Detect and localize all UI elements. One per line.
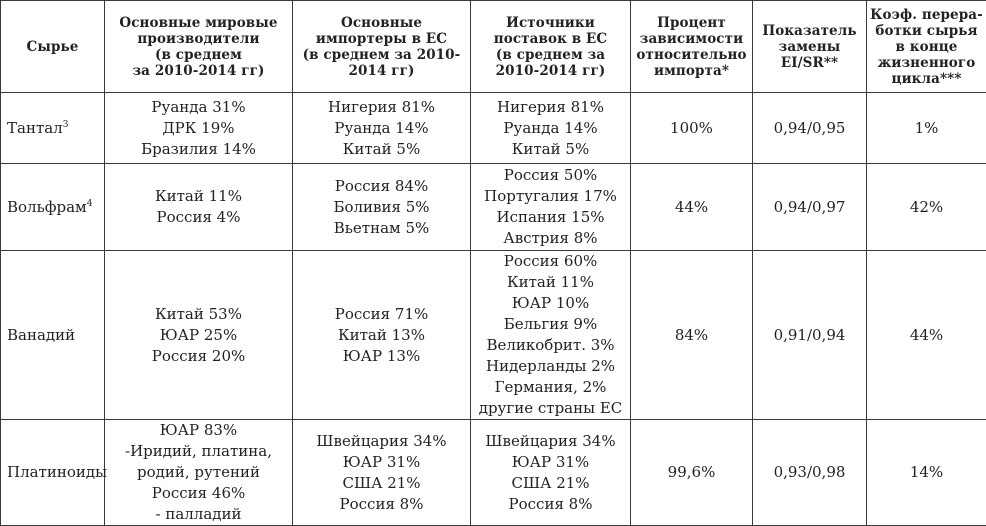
dependency-cell: 99,6% [631, 420, 753, 526]
cell-line: Россия 4% [105, 207, 292, 228]
material-name: Вольфрам [7, 198, 87, 216]
cell-line: Китай 11% [105, 186, 292, 207]
header-sources [471, 1, 631, 93]
table-row [1, 420, 986, 526]
cell-line: Россия 60% [471, 251, 630, 272]
cell-line: Китай 5% [293, 139, 470, 160]
sources-cell [471, 164, 631, 251]
header-line: 2010-2014 гг) [471, 63, 630, 79]
material-cell [1, 251, 105, 420]
footnote-ref: 3 [63, 120, 69, 130]
cell-line: Вьетнам 5% [293, 218, 470, 239]
recycling-cell: 44% [867, 251, 986, 420]
cell-line: ЮАР 13% [293, 346, 470, 367]
cell-line: Руанда 14% [293, 118, 470, 139]
cell-line: ЮАР 31% [471, 452, 630, 473]
substitution-cell: 0,93/0,98 [753, 420, 867, 526]
header-line: (в среднем за [471, 47, 630, 63]
header-line: производители [105, 31, 292, 47]
importers-cell [293, 251, 471, 420]
header-line: замены [753, 39, 866, 55]
recycling-cell: 1% [867, 93, 986, 164]
cell-line: Руанда 31% [105, 97, 292, 118]
header-material [1, 1, 105, 93]
cell-line: Боливия 5% [293, 197, 470, 218]
recycling-cell: 14% [867, 420, 986, 526]
cell-line: США 21% [471, 473, 630, 494]
header-recycling [867, 1, 986, 93]
cell-line: Испания 15% [471, 207, 630, 228]
header-line: зависимости [631, 31, 752, 47]
cell-line: Руанда 14% [471, 118, 630, 139]
header-line: импорта* [631, 63, 752, 79]
cell-line: ДРК 19% [105, 118, 292, 139]
cell-line: Китай 5% [471, 139, 630, 160]
sources-cell [471, 251, 631, 420]
header-line: Показатель [753, 23, 866, 39]
material-name: Платиноиды [7, 463, 107, 481]
cell-line: Россия 46% [105, 483, 292, 504]
cell-line: Россия 8% [471, 494, 630, 515]
producers-cell [105, 164, 293, 251]
header-line: Коэф. перера- [867, 7, 986, 23]
producers-cell [105, 93, 293, 164]
cell-line: Россия 71% [293, 304, 470, 325]
cell-line: Португалия 17% [471, 186, 630, 207]
cell-line: Швейцария 34% [471, 431, 630, 452]
cell-line: Россия 20% [105, 346, 292, 367]
header-line: (в среднем [105, 47, 292, 63]
cell-line: Нидерланды 2% [471, 356, 630, 377]
cell-line: Бразилия 14% [105, 139, 292, 160]
cell-line: ЮАР 25% [105, 325, 292, 346]
cell-line: -Иридий, платина, [105, 441, 292, 462]
cell-line: ЮАР 83% [105, 420, 292, 441]
header-line: Процент [631, 15, 752, 31]
cell-line: Австрия 8% [471, 228, 630, 249]
recycling-cell: 42% [867, 164, 986, 251]
cell-line: Нигерия 81% [293, 97, 470, 118]
header-substitution [753, 1, 867, 93]
cell-line: Германия, 2% [471, 377, 630, 398]
material-name: Тантал [7, 119, 63, 137]
table-row [1, 93, 986, 164]
producers-cell [105, 251, 293, 420]
header-line: (в среднем за 2010- [293, 47, 470, 63]
header-line: цикла*** [867, 71, 986, 87]
header-line: Основные [293, 15, 470, 31]
cell-line: родий, рутений [105, 462, 292, 483]
header-row [1, 1, 986, 93]
cell-line: - палладий [105, 504, 292, 525]
header-producers [105, 1, 293, 93]
header-line: в конце [867, 39, 986, 55]
header-line: поставок в ЕС [471, 31, 630, 47]
cell-line: Россия 50% [471, 165, 630, 186]
cell-line: США 21% [293, 473, 470, 494]
substitution-cell: 0,94/0,97 [753, 164, 867, 251]
header-line: 2014 гг) [293, 63, 470, 79]
cell-line: Россия 84% [293, 176, 470, 197]
substitution-cell: 0,94/0,95 [753, 93, 867, 164]
header-line: жизненного [867, 55, 986, 71]
cell-line: Великобрит. 3% [471, 335, 630, 356]
cell-line: ЮАР 10% [471, 293, 630, 314]
header-line: EI/SR** [753, 55, 866, 71]
cell-line: Нигерия 81% [471, 97, 630, 118]
dependency-cell: 44% [631, 164, 753, 251]
dependency-cell: 100% [631, 93, 753, 164]
material-cell [1, 420, 105, 526]
table-row [1, 164, 986, 251]
material-cell [1, 93, 105, 164]
header-line: импортеры в ЕС [293, 31, 470, 47]
header-line: ботки сырья [867, 23, 986, 39]
sources-cell [471, 420, 631, 526]
cell-line: Россия 8% [293, 494, 470, 515]
material-cell [1, 164, 105, 251]
header-dependency [631, 1, 753, 93]
importers-cell [293, 93, 471, 164]
dependency-cell: 84% [631, 251, 753, 420]
header-line: за 2010-2014 гг) [105, 63, 292, 79]
sources-cell [471, 93, 631, 164]
cell-line: Китай 53% [105, 304, 292, 325]
importers-cell [293, 164, 471, 251]
header-line: Источники [471, 15, 630, 31]
cell-line: Швейцария 34% [293, 431, 470, 452]
cell-line: Китай 11% [471, 272, 630, 293]
material-name: Ванадий [7, 326, 75, 344]
header-line: Основные мировые [105, 15, 292, 31]
producers-cell [105, 420, 293, 526]
cell-line: Китай 13% [293, 325, 470, 346]
header-line: Сырье [1, 39, 104, 55]
substitution-cell: 0,91/0,94 [753, 251, 867, 420]
header-line: относительно [631, 47, 752, 63]
header-importers [293, 1, 471, 93]
cell-line: ЮАР 31% [293, 452, 470, 473]
footnote-ref: 4 [87, 199, 93, 209]
table-row [1, 251, 986, 420]
cell-line: другие страны ЕС [471, 398, 630, 419]
cell-line: Бельгия 9% [471, 314, 630, 335]
importers-cell [293, 420, 471, 526]
